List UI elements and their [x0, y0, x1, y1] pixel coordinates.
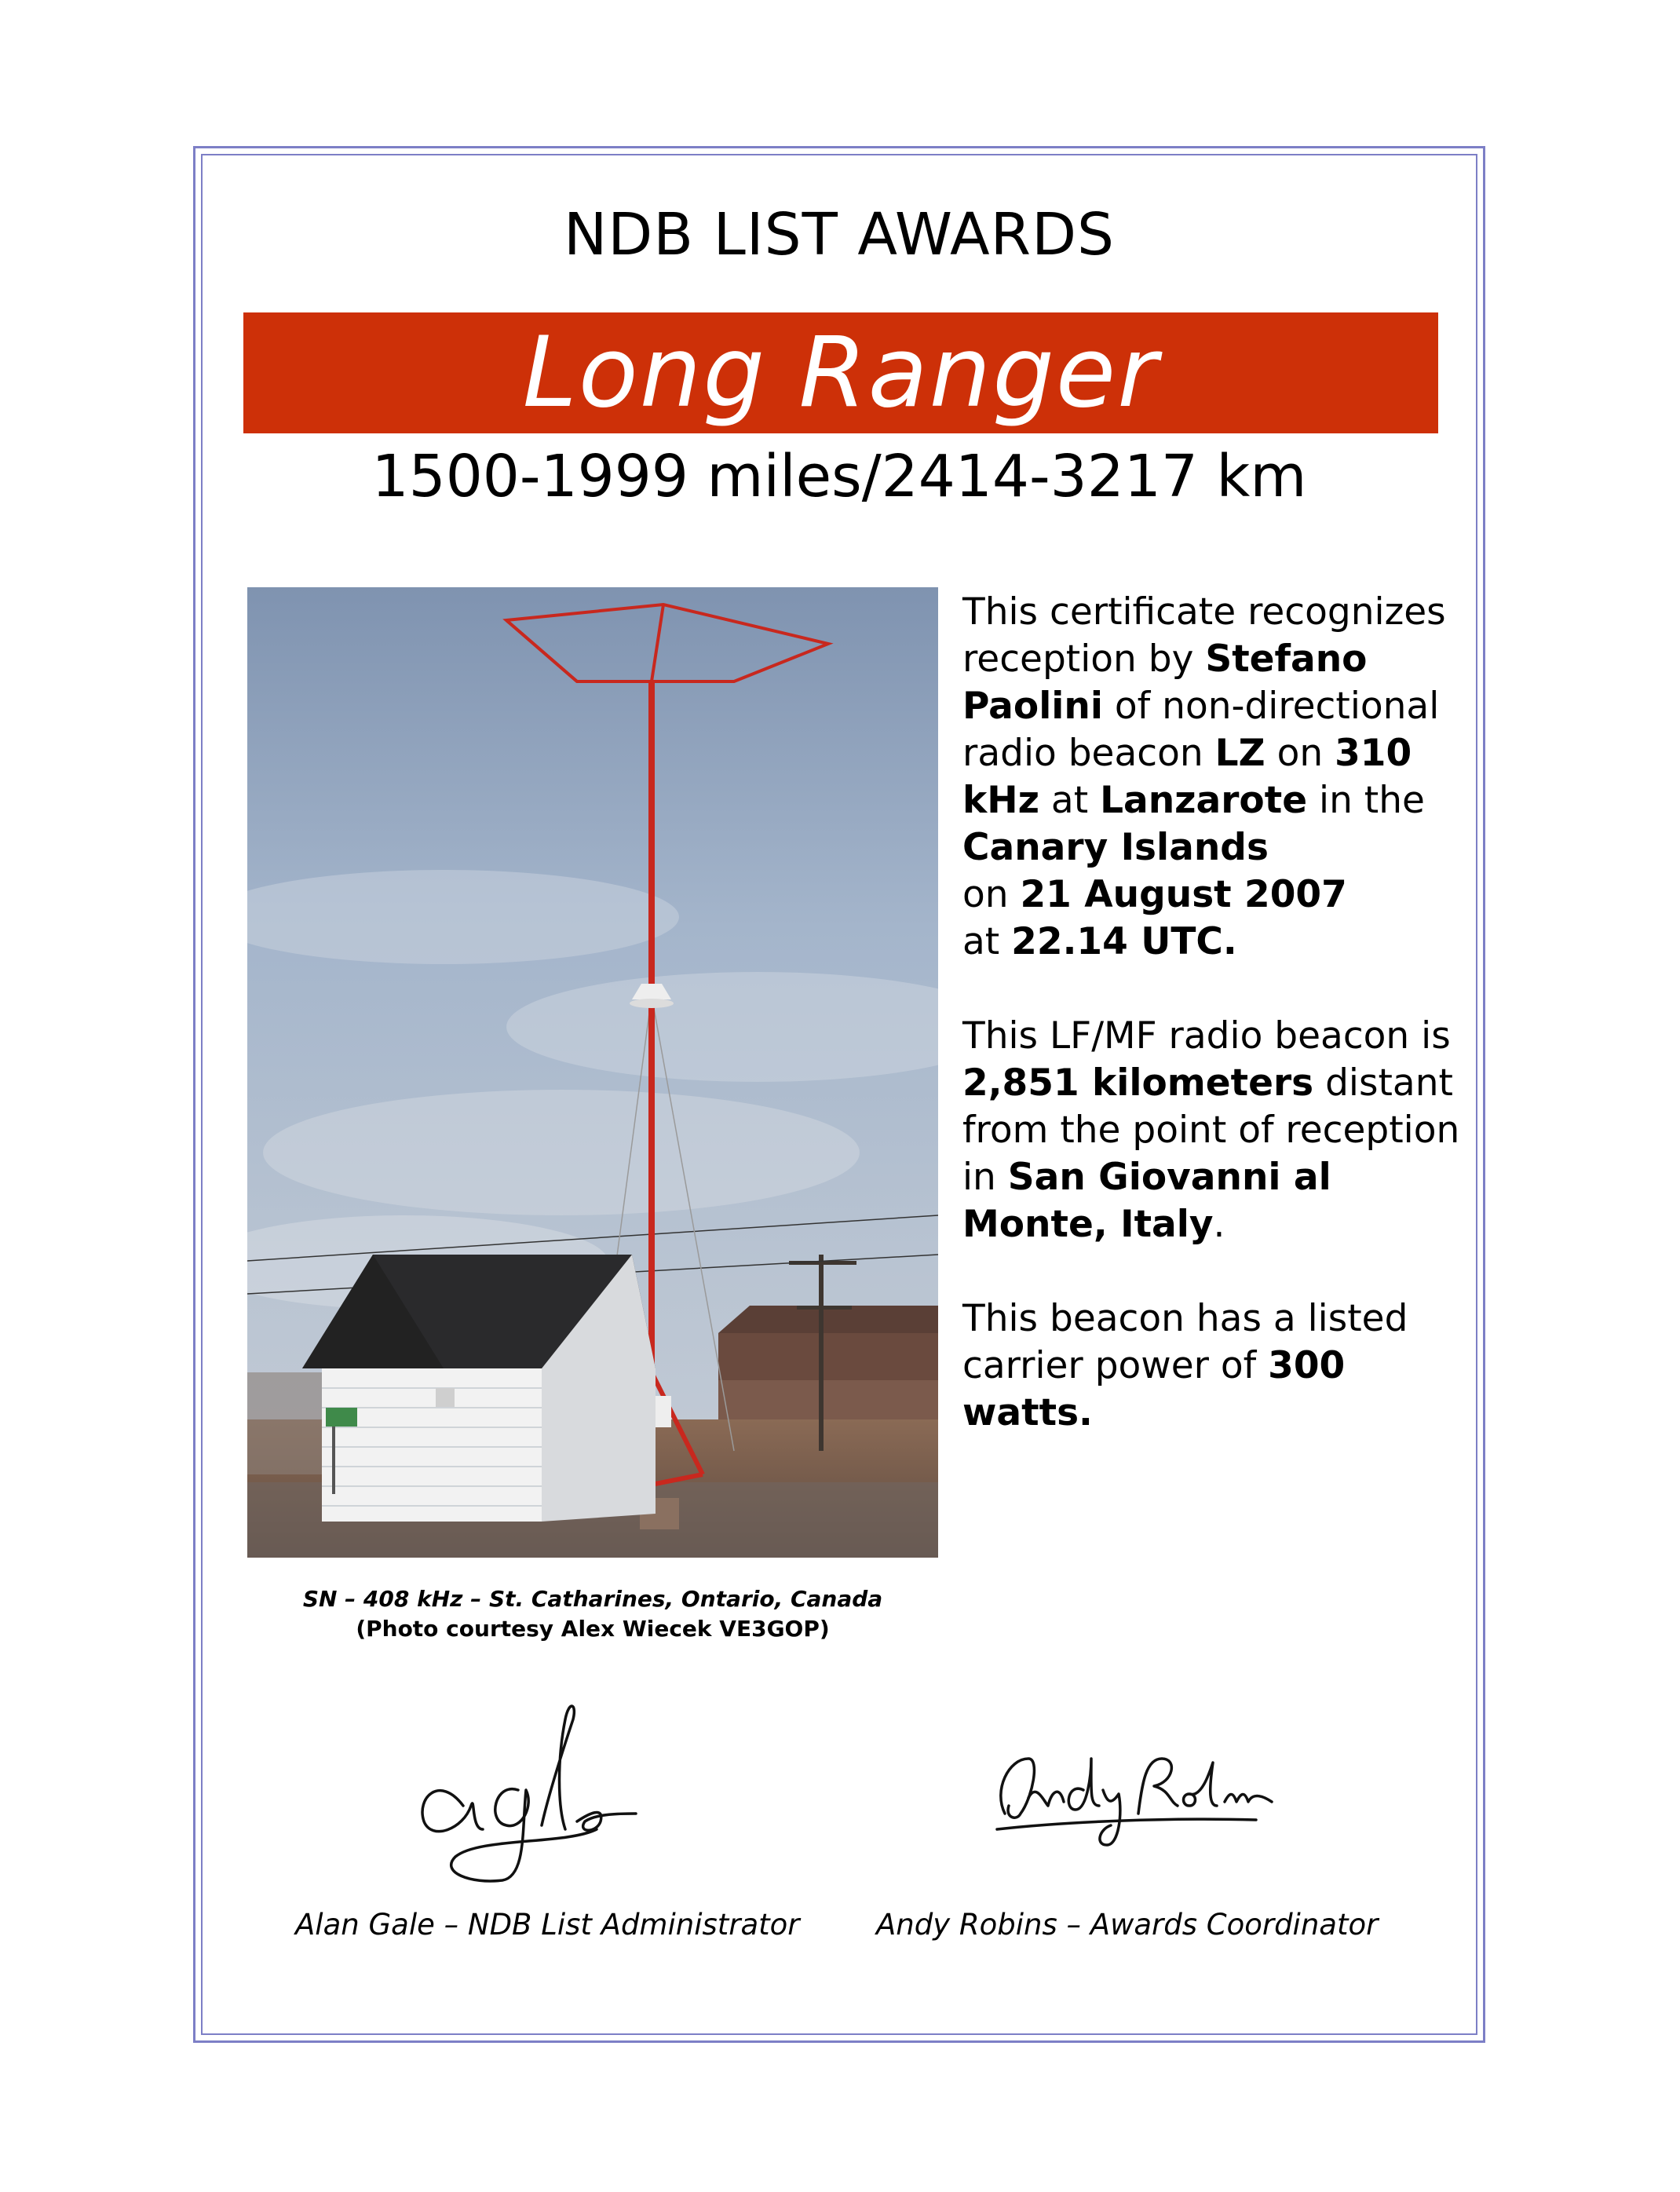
andy-robins-signature — [973, 1727, 1287, 1869]
photo-caption — [247, 1584, 938, 1644]
text-segment: . — [1213, 1203, 1225, 1246]
distance-paragraph — [962, 1013, 1465, 1248]
text-segment: at — [1039, 779, 1101, 822]
beacon-distance: 2,851 kilometers — [962, 1061, 1314, 1105]
photo-credit: (Photo courtesy Alex Wiecek VE3GOP) — [356, 1616, 830, 1642]
recipient-name: Stefano Paolini — [962, 638, 1368, 728]
beacon-region: Canary Islands — [962, 826, 1269, 869]
beacon-photo — [247, 587, 938, 1558]
text-segment: This certificate recognizes reception by — [962, 590, 1446, 681]
right-signatory-label: Andy Robins – Awards Coordinator — [876, 1908, 1379, 1942]
reception-time: 22.14 UTC. — [1011, 920, 1237, 963]
award-range: 1500-1999 miles/2414-3217 km — [371, 443, 1307, 510]
awards-header: NDB LIST AWARDS — [563, 201, 1116, 269]
text-segment: at — [962, 920, 1012, 963]
text-segment: of non-directional radio beacon — [962, 685, 1440, 775]
reception-place: San Giovanni al Monte, Italy — [962, 1156, 1331, 1246]
recognition-paragraph — [962, 589, 1465, 966]
reception-date: 21 August 2007 — [1020, 873, 1347, 916]
certificate-text — [962, 589, 1465, 1437]
beacon-frequency: 310 kHz — [962, 732, 1412, 822]
photo-caption-title: SN – 408 kHz – St. Catharines, Ontario, Canada — [302, 1586, 883, 1612]
text-segment: This beacon has a listed carrier power of — [962, 1297, 1408, 1387]
beacon-id: LZ — [1214, 732, 1265, 775]
text-segment: on — [962, 873, 1021, 916]
power-paragraph — [962, 1295, 1465, 1437]
text-segment: This LF/MF radio beacon is — [962, 1014, 1451, 1058]
text-segment: on — [1265, 732, 1335, 775]
alan-gale-signature — [408, 1696, 667, 1892]
carrier-power: 300 watts. — [962, 1344, 1346, 1434]
award-banner — [243, 312, 1438, 433]
beacon-location: Lanzarote — [1100, 779, 1308, 822]
left-signatory-label: Alan Gale – NDB List Administrator — [295, 1908, 800, 1942]
text-segment: distant from the point of reception in — [962, 1061, 1460, 1199]
award-name: Long Ranger — [522, 316, 1160, 429]
text-segment: in the — [1307, 779, 1425, 822]
